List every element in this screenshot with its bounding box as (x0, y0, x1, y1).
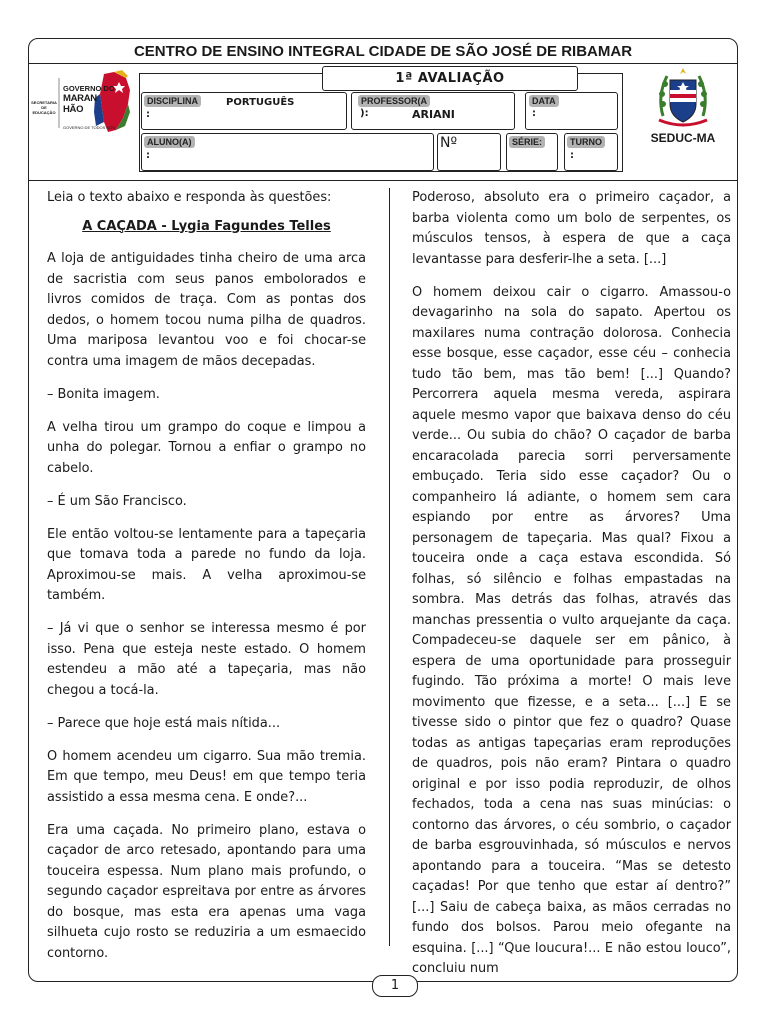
page-number: 1 (372, 975, 418, 997)
maranhao-label: MARANHÃO (63, 93, 97, 115)
numero-field[interactable] (437, 133, 501, 171)
serie-label: SÉRIE: (509, 136, 545, 148)
professor-suffix: ): (360, 108, 369, 119)
paragraph: Poderoso, absoluto era o primeiro caçador, a barba violenta como um bolo de serpentes, os músculos tensos, à espera de que a caça levantasse para desferir-lhe a seta. [...] (412, 190, 731, 267)
governo-label: GOVERNO DO (63, 84, 115, 93)
disciplina-field[interactable] (141, 92, 347, 130)
seduc-label: SEDUC-MA (650, 131, 716, 145)
paragraph: – É um São Francisco. (47, 493, 187, 509)
paragraph: O homem deixou cair o cigarro. Amassou-o devagarinho na sola do sapato. Apertou os maxilares numa contração dolorosa. Conhecia esse bosque, esse caçador, esse céu – conhecia tudo tão bem, mas tão bem! [...] Quando? Percorrera aquela mesma vereda, aspirara aquele mesmo vapor que baixava denso do céu verde... Ou subia do chão? O caçador de barba encaracolada parecia sorri perversamente embuçado. Teria sido esse caçador? Ou o companheiro lá adiante, o homem sem cara espiando por entre as árvores? Uma personagem de tapeçaria. Mas qual? Fixou a touceira onde a caça estava escondida. Só folhas, só silêncio e folhas empastadas na sombra. Mas detrás das folhas, através das manchas pressentia o vulto arquejante da caça. Compadeceu-se daquele ser em pânico, à espera de uma oportunidade para prosseguir fugindo. Tão próxima a morte! O mais leve movimento que fizesse, e a seta... [...] E se tivesse sido o pintor que fez o quadro? Quase todas as antigas tapeçarias eram reproduções de quadros, pois não eram? Pintara o quadro original e por isso podia reproduzir, de olhos fechados, toda a cena nas suas minúcias: o contorno das árvores, o céu sombrio, o caçador de barba esgrouvinhada, só músculos e nervos apontando para a touceira. “Mas se detesto caçadas! Por que tenho que estar aí dentro?” [...] Saiu de cabeça baixa, as mãos cerradas no fundo dos bolsos. Parou meio ofegante na esquina. [...] “Que loucura!... E não estou louco”, concluiu num (412, 284, 731, 976)
paragraph: – Parece que hoje está mais nítida... (47, 715, 281, 731)
instruction-text: Leia o texto abaixo e responda às questões: (47, 190, 332, 205)
slogan-label: GOVERNO DE TODOS NÓS (63, 125, 116, 130)
data-label: DATA (529, 95, 559, 107)
paragraph: A velha tirou um grampo do coque e limpou a unha do polegar. Tornou a enfiar o grampo no cabelo. (47, 419, 366, 476)
paragraph: Era uma caçada. No primeiro plano, estava o caçador de arco retesado, apontando para uma touceira espessa. Num plano mais profundo, o segundo caçador espreitava por entre as árvores do bosque, mas esta era apenas uma vaga silhueta cujo rosto se reduziria a um esmaecido contorno. (47, 822, 366, 961)
paragraph: – Bonita imagem. (47, 386, 160, 402)
paragraph: – Já vi que o senhor se interessa mesmo é por isso. Pena que esteja neste estado. O homem estendeu a mão até a tapeçaria, mas não chegou a tocá-la. (47, 621, 366, 698)
disciplina-value: PORTUGUÊS (226, 97, 295, 108)
turno-colon: : (570, 150, 574, 161)
turno-field[interactable] (564, 133, 618, 171)
professor-field[interactable] (351, 92, 515, 130)
secretaria-label: SECRETARIA DE EDUCAÇÃO (31, 100, 57, 115)
serie-field[interactable] (506, 133, 558, 171)
aluno-colon: : (146, 150, 150, 161)
column-divider (389, 188, 390, 946)
story-title: A CAÇADA - Lygia Fagundes Telles (82, 218, 331, 234)
disciplina-label: DISCIPLINA (144, 95, 201, 107)
aluno-label: ALUNO(A) (144, 136, 195, 148)
evaluation-title: 1ª AVALIAÇÃO (322, 66, 578, 91)
school-title: CENTRO DE ENSINO INTEGRAL CIDADE DE SÃO JOSÉ DE RIBAMAR (133, 43, 633, 60)
governo-maranhao-logo (30, 68, 134, 136)
data-field[interactable] (525, 92, 618, 130)
numero-label: Nº (440, 135, 458, 151)
content-divider (28, 180, 738, 181)
paragraph: Ele então voltou-se lentamente para a tapeçaria que tomava toda a parede no fundo da loja. Aproximou-se mais. A velha aproximou-se também. (47, 526, 366, 603)
paragraph: O homem acendeu um cigarro. Sua mão tremia. Em que tempo, meu Deus! em que tempo teria assistido a essa mesma cena. E onde?... (47, 748, 366, 805)
right-column (412, 188, 731, 992)
data-colon: : (532, 108, 536, 119)
turno-label: TURNO (567, 136, 605, 148)
left-column (47, 188, 366, 977)
header-divider (28, 63, 738, 64)
disciplina-colon: : (146, 109, 150, 120)
crest-icon (653, 66, 713, 130)
professor-label: PROFESSOR(A (358, 95, 430, 107)
paragraph: A loja de antiguidades tinha cheiro de uma arca de sacristia com seus panos embolorados e livros comidos de traça. Com as pontas dos dedos, o homem tocou numa pilha de quadros. Uma mariposa levantou voo e foi chocar-se contra uma imagem de mãos decepadas. (47, 251, 366, 369)
aluno-field[interactable] (141, 133, 434, 171)
professor-value: ARIANI (412, 108, 455, 121)
